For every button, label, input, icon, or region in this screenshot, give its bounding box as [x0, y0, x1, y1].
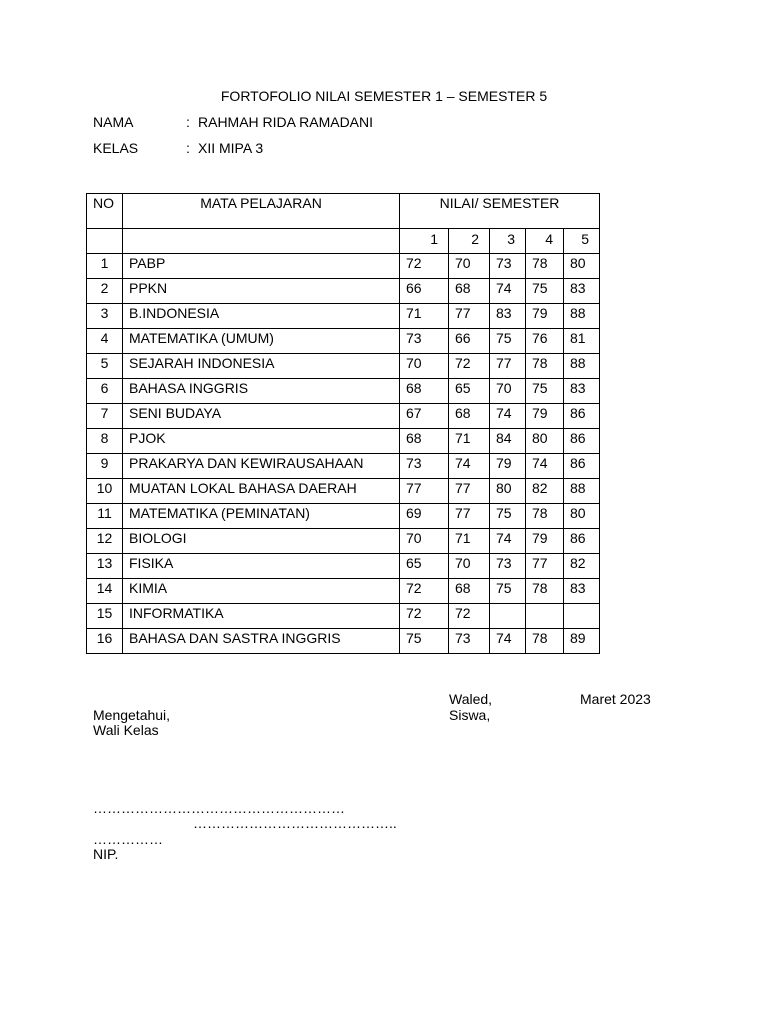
grade-cell: 77: [449, 304, 490, 329]
table-row: [87, 604, 600, 629]
grade-cell: 78: [526, 254, 564, 279]
grade-cell: 82: [564, 554, 600, 579]
subject-name: BAHASA DAN SASTRA INGGRIS: [123, 629, 400, 654]
table-row: [87, 629, 600, 654]
grade-cell: 88: [564, 479, 600, 504]
grade-cell: 71: [449, 429, 490, 454]
student-label: Siswa,: [449, 707, 491, 723]
grade-cell: 77: [449, 479, 490, 504]
row-number: 3: [87, 304, 123, 329]
grade-cell: 83: [564, 379, 600, 404]
grade-cell: 73: [490, 254, 526, 279]
acknowledged-text: Mengetahui,: [93, 707, 171, 723]
subject-name: PRAKARYA DAN KEWIRAUSAHAAN: [123, 454, 400, 479]
table-row: [87, 279, 600, 304]
class-label: KELAS: [93, 140, 139, 156]
grade-cell: 75: [490, 329, 526, 354]
grade-cell: 71: [449, 529, 490, 554]
grade-cell: 80: [490, 479, 526, 504]
subject-name: MATEMATIKA (UMUM): [123, 329, 400, 354]
name-colon: :: [186, 114, 190, 130]
semester-header-row: [87, 229, 600, 254]
grade-cell: 89: [564, 629, 600, 654]
row-number: 6: [87, 379, 123, 404]
grade-cell: 80: [526, 429, 564, 454]
subject-name: SEJARAH INDONESIA: [123, 354, 400, 379]
grade-cell: 70: [490, 379, 526, 404]
date-text: Maret 2023: [580, 691, 651, 707]
grade-cell: 79: [526, 529, 564, 554]
row-number: 5: [87, 354, 123, 379]
grade-cell: 86: [564, 454, 600, 479]
row-number: 16: [87, 629, 123, 654]
grade-cell: 73: [400, 454, 449, 479]
grade-cell: 73: [449, 629, 490, 654]
table-row: [87, 479, 600, 504]
table-row: [87, 354, 600, 379]
table-row: [87, 529, 600, 554]
grade-cell: 78: [526, 579, 564, 604]
row-number: 11: [87, 504, 123, 529]
header-subject: MATA PELAJARAN: [123, 194, 400, 229]
grade-cell: 75: [526, 379, 564, 404]
subject-name: SENI BUDAYA: [123, 404, 400, 429]
row-number: 4: [87, 329, 123, 354]
subject-name: PABP: [123, 254, 400, 279]
row-number: 10: [87, 479, 123, 504]
table-header-row: [87, 194, 600, 229]
row-number: 15: [87, 604, 123, 629]
header-blank: [87, 229, 123, 254]
signature-line-student: ……………………………………..: [193, 815, 397, 831]
name-label: NAMA: [93, 114, 134, 130]
table-row: [87, 404, 600, 429]
grade-cell: 66: [400, 279, 449, 304]
grade-cell: 82: [526, 479, 564, 504]
grade-cell: 67: [400, 404, 449, 429]
grade-cell: 74: [490, 404, 526, 429]
grade-cell: 68: [400, 429, 449, 454]
grade-cell: 86: [564, 429, 600, 454]
header-blank: [123, 229, 400, 254]
subject-name: PPKN: [123, 279, 400, 304]
row-number: 12: [87, 529, 123, 554]
grade-cell: 71: [400, 304, 449, 329]
subject-name: BAHASA INGGRIS: [123, 379, 400, 404]
header-grades: NILAI/ SEMESTER: [400, 194, 600, 229]
grade-cell: 68: [449, 404, 490, 429]
signature-line-continuation: ……………: [93, 831, 163, 847]
subject-name: B.INDONESIA: [123, 304, 400, 329]
grade-cell: 74: [526, 454, 564, 479]
row-number: 1: [87, 254, 123, 279]
grade-cell: 68: [449, 279, 490, 304]
semester-label: 3: [490, 229, 526, 254]
grade-cell: 79: [526, 304, 564, 329]
grade-cell: 77: [526, 554, 564, 579]
grade-cell: 74: [490, 529, 526, 554]
homeroom-label: Wali Kelas: [93, 722, 159, 738]
grade-cell: 84: [490, 429, 526, 454]
grade-cell: 72: [400, 604, 449, 629]
grade-cell: 86: [564, 404, 600, 429]
grade-cell: 65: [400, 554, 449, 579]
grade-cell: 86: [564, 529, 600, 554]
grade-cell: 73: [400, 329, 449, 354]
grade-cell: 79: [526, 404, 564, 429]
row-number: 2: [87, 279, 123, 304]
table-row: [87, 304, 600, 329]
grade-cell: 78: [526, 504, 564, 529]
grade-cell: 88: [564, 304, 600, 329]
grade-cell: 75: [490, 579, 526, 604]
grade-cell: 66: [449, 329, 490, 354]
grade-cell: 65: [449, 379, 490, 404]
grade-cell: 72: [449, 354, 490, 379]
grade-cell: 77: [400, 479, 449, 504]
grade-cell: 68: [400, 379, 449, 404]
nip-label: NIP.: [93, 846, 119, 862]
subject-name: KIMIA: [123, 579, 400, 604]
class-colon: :: [186, 140, 190, 156]
grade-cell: 68: [449, 579, 490, 604]
table-row: [87, 579, 600, 604]
table-row: [87, 329, 600, 354]
grade-cell: 75: [490, 504, 526, 529]
grade-cell: 78: [526, 629, 564, 654]
grade-cell: 70: [400, 354, 449, 379]
grade-cell: 88: [564, 354, 600, 379]
row-number: 8: [87, 429, 123, 454]
table-row: [87, 254, 600, 279]
subject-name: MUATAN LOKAL BAHASA DAERAH: [123, 479, 400, 504]
grade-cell: 81: [564, 329, 600, 354]
row-number: 13: [87, 554, 123, 579]
grade-cell: 83: [564, 579, 600, 604]
table-row: [87, 429, 600, 454]
grade-cell: [564, 604, 600, 629]
grade-cell: 70: [449, 554, 490, 579]
place-text: Waled,: [449, 691, 493, 707]
grade-cell: 73: [490, 554, 526, 579]
table-row: [87, 504, 600, 529]
table-row: [87, 379, 600, 404]
row-number: 14: [87, 579, 123, 604]
grade-cell: 74: [490, 629, 526, 654]
grade-cell: 75: [400, 629, 449, 654]
semester-label: 4: [526, 229, 564, 254]
document-title: FORTOFOLIO NILAI SEMESTER 1 – SEMESTER 5: [220, 88, 548, 104]
grade-cell: 76: [526, 329, 564, 354]
grade-cell: 69: [400, 504, 449, 529]
grade-cell: 79: [490, 454, 526, 479]
grade-cell: 80: [564, 504, 600, 529]
class-value: XII MIPA 3: [198, 140, 264, 156]
row-number: 9: [87, 454, 123, 479]
grade-cell: 78: [526, 354, 564, 379]
grade-cell: 70: [449, 254, 490, 279]
subject-name: INFORMATIKA: [123, 604, 400, 629]
grade-cell: 72: [400, 254, 449, 279]
grade-cell: 80: [564, 254, 600, 279]
header-no: NO: [87, 194, 123, 229]
subject-name: BIOLOGI: [123, 529, 400, 554]
signature-line-teacher: ………………………………………………: [93, 800, 345, 816]
table-row: [87, 454, 600, 479]
grade-cell: 77: [449, 504, 490, 529]
grade-cell: 74: [490, 279, 526, 304]
grades-table: [86, 193, 600, 654]
subject-name: MATEMATIKA (PEMINATAN): [123, 504, 400, 529]
grade-cell: 75: [526, 279, 564, 304]
grade-cell: 83: [564, 279, 600, 304]
table-row: [87, 554, 600, 579]
grade-cell: 83: [490, 304, 526, 329]
grade-cell: 77: [490, 354, 526, 379]
grade-cell: 72: [449, 604, 490, 629]
grade-cell: 70: [400, 529, 449, 554]
name-value: RAHMAH RIDA RAMADANI: [198, 114, 374, 130]
subject-name: PJOK: [123, 429, 400, 454]
row-number: 7: [87, 404, 123, 429]
subject-name: FISIKA: [123, 554, 400, 579]
grade-cell: 74: [449, 454, 490, 479]
semester-label: 2: [449, 229, 490, 254]
grade-cell: [490, 604, 526, 629]
semester-label: 1: [400, 229, 449, 254]
semester-label: 5: [564, 229, 600, 254]
grade-cell: 72: [400, 579, 449, 604]
grade-cell: [526, 604, 564, 629]
